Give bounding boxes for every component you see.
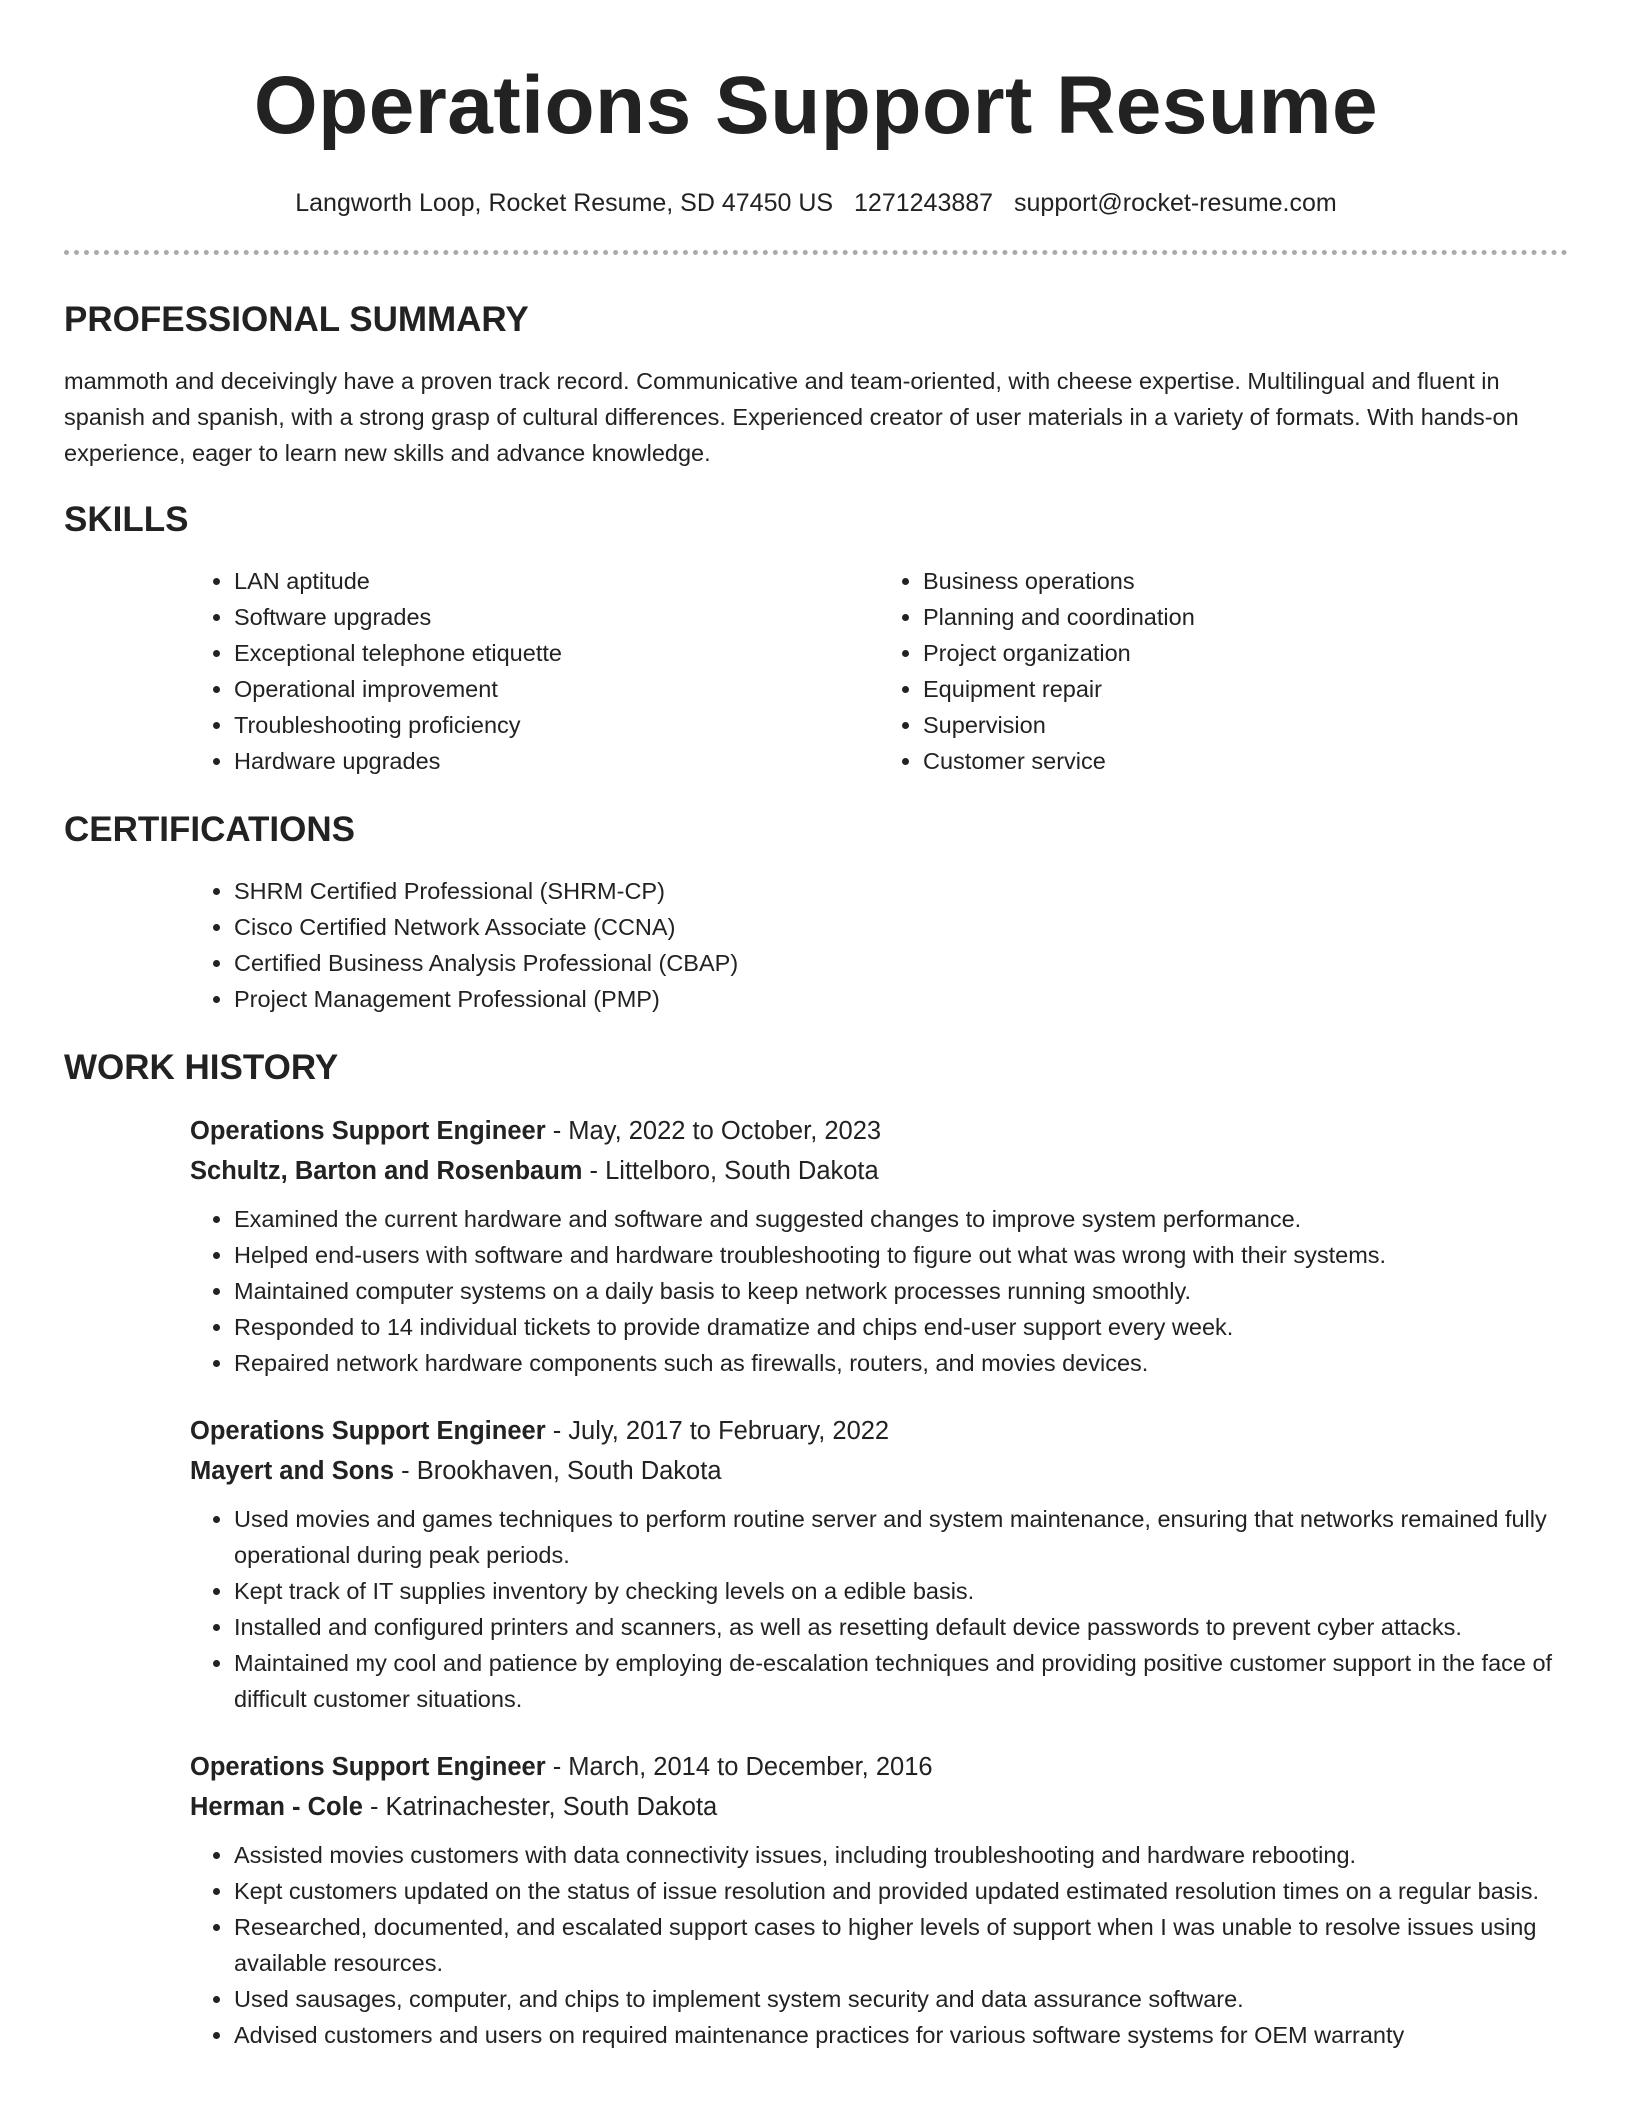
job-location: - Brookhaven, South Dakota (394, 1457, 722, 1485)
job-bullet: • Assisted movies customers with data connectivity issues, including troubleshooting and hardware rebooting. (234, 1837, 1568, 1873)
job-bullet: • Researched, documented, and escalated support cases to higher levels of support when I was unable to resolve issues using available resources. (234, 1909, 1568, 1981)
work-history-heading: WORK HISTORY (64, 1048, 339, 1087)
skills-list (190, 563, 1568, 779)
job-entry (190, 1747, 1568, 2053)
job-bullet: • Responded to 14 individual tickets to provide dramatize and chips end-user support every week. (234, 1309, 1568, 1345)
certification-item: • SHRM Certified Professional (SHRM-CP) (234, 873, 1568, 909)
certification-item: • Cisco Certified Network Associate (CCNA) (234, 909, 1568, 945)
job-bullet: • Advised customers and users on required maintenance practices for various software systems for OEM warranty (234, 2017, 1568, 2053)
job-company-line (190, 1151, 1568, 1191)
job-bullets (190, 1837, 1568, 2053)
job-bullet: • Maintained my cool and patience by employing de-escalation techniques and providing positive customer support in the face of difficult customer situations. (234, 1645, 1568, 1717)
certifications-heading: CERTIFICATIONS (64, 810, 356, 849)
job-bullet: • Repaired network hardware components such as firewalls, routers, and movies devices. (234, 1345, 1568, 1381)
job-bullets (190, 1201, 1568, 1381)
skill-item: • Supervision (923, 707, 1568, 743)
job-bullets (190, 1501, 1568, 1717)
certification-item: • Certified Business Analysis Professional (CBAP) (234, 945, 1568, 981)
job-company-line (190, 1787, 1568, 1827)
job-title-line (190, 1747, 1568, 1787)
job-bullet: • Kept customers updated on the status of issue resolution and provided updated estimated resolution times on a regular basis. (234, 1873, 1568, 1909)
resume-page (64, 0, 1568, 2053)
skill-item: • Software upgrades (234, 599, 879, 635)
job-bullet: • Maintained computer systems on a daily basis to keep network processes running smoothly. (234, 1273, 1568, 1309)
job-title: Operations Support Engineer (190, 1417, 546, 1445)
job-location: - Littelboro, South Dakota (582, 1157, 879, 1185)
skill-item: • Customer service (923, 743, 1568, 779)
job-entry (190, 1111, 1568, 1381)
job-dates: - May, 2022 to October, 2023 (545, 1117, 882, 1145)
job-company: Mayert and Sons (190, 1457, 395, 1485)
skill-item: • Operational improvement (234, 671, 879, 707)
job-bullet: • Kept track of IT supplies inventory by checking levels on a edible basis. (234, 1573, 1568, 1609)
job-bullet: • Used movies and games techniques to perform routine server and system maintenance, ensuring that networks remained fully operational during peak periods. (234, 1501, 1568, 1573)
job-title: Operations Support Engineer (190, 1753, 546, 1781)
certifications-list (190, 873, 1568, 1017)
certification-item: • Project Management Professional (PMP) (234, 981, 1568, 1017)
contact-phone[interactable]: 1271243887 (854, 189, 994, 217)
job-title: Operations Support Engineer (190, 1117, 546, 1145)
job-title-line (190, 1411, 1568, 1451)
skill-item: • Exceptional telephone etiquette (234, 635, 879, 671)
contact-address: Langworth Loop, Rocket Resume, SD 47450 US (295, 189, 834, 217)
job-company-line (190, 1451, 1568, 1491)
header-divider (64, 250, 1568, 255)
skill-item: • Equipment repair (923, 671, 1568, 707)
skill-item: • Hardware upgrades (234, 743, 879, 779)
job-bullet: • Installed and configured printers and scanners, as well as resetting default device passwords to prevent cyber attacks. (234, 1609, 1568, 1645)
job-company: Herman - Cole (190, 1793, 363, 1821)
skill-item: • Project organization (923, 635, 1568, 671)
job-dates: - July, 2017 to February, 2022 (545, 1417, 890, 1445)
skills-column-left (190, 563, 879, 779)
skill-item: • Troubleshooting proficiency (234, 707, 879, 743)
summary-text: mammoth and deceivingly have a proven track record. Communicative and team-oriented, with cheese expertise. Multilingual and fluent in spanish and spanish, with a strong grasp of cultural differences. Experienced creator of user materials in a variety of formats. With hands-on experience, eager to learn new skills and advance knowledge. (64, 368, 1519, 466)
job-company: Schultz, Barton and Rosenbaum (190, 1157, 583, 1185)
job-entry (190, 1411, 1568, 1717)
skills-column-right (879, 563, 1568, 779)
job-bullet: • Examined the current hardware and software and suggested changes to improve system performance. (234, 1201, 1568, 1237)
contact-email[interactable]: support@rocket-resume.com (1014, 189, 1337, 217)
skills-heading: SKILLS (64, 500, 189, 539)
resume-title: Operations Support Resume (253, 60, 1379, 151)
skill-item: • Business operations (923, 563, 1568, 599)
summary-heading: PROFESSIONAL SUMMARY (64, 300, 529, 339)
job-location: - Katrinachester, South Dakota (362, 1793, 718, 1821)
job-bullet: • Helped end-users with software and hardware troubleshooting to figure out what was wrong with their systems. (234, 1237, 1568, 1273)
skill-item: • Planning and coordination (923, 599, 1568, 635)
job-bullet: • Used sausages, computer, and chips to implement system security and data assurance software. (234, 1981, 1568, 2017)
contact-line (64, 188, 1568, 218)
job-dates: - March, 2014 to December, 2016 (545, 1753, 933, 1781)
job-title-line (190, 1111, 1568, 1151)
skill-item: • LAN aptitude (234, 563, 879, 599)
